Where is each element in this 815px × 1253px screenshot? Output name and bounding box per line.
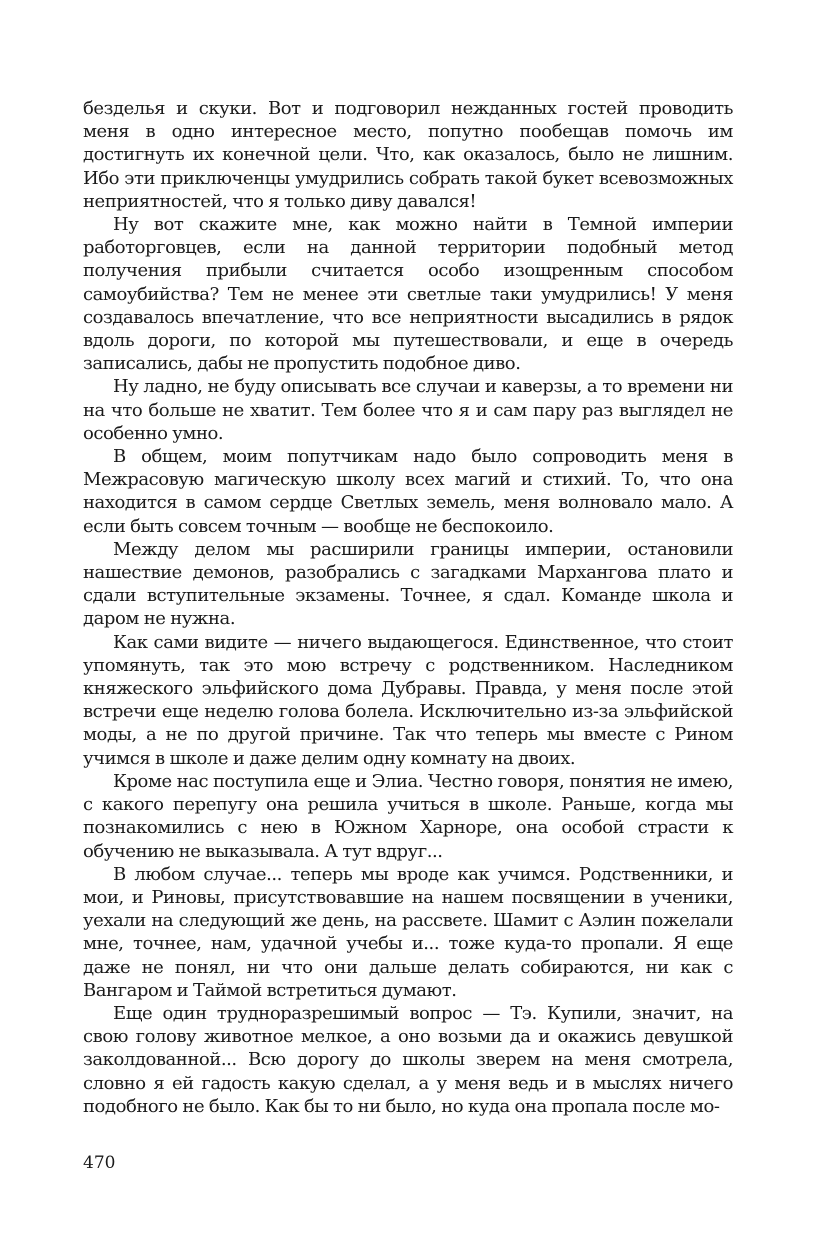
paragraph-6: Как сами видите — ничего выдающегося. Единственное, что стоит упомянуть, так это мою встречу с родственником. Наследником княжеского эльфийского дома Дубравы. Правда, у меня после этой встречи еще неделю голова болела. Исключительно из-за эльфийской моды, а не по другой причине. Так что теперь мы вместе с Рином учимся в школе и даже делим одну комнату на двоих.	[83, 631, 733, 769]
paragraph-1: безделья и скуки. Вот и подговорил нежданных гостей проводить меня в одно интересное место, попутно пообещав помочь им достигнуть их конечной цели. Что, как оказалось, было не лишним. Ибо эти приключенцы умудрились собрать такой букет всевозможных неприятностей, что я только диву давался!	[83, 98, 733, 212]
paragraph-5: Между делом мы расширили границы империи, остановили нашествие демонов, разобрались с загадками Мархангова плато и сдали вступительные экзамены. Точнее, я сдал. Команде школа и даром не нужна.	[83, 538, 733, 630]
paragraph-8: В любом случае... теперь мы вроде как учимся. Родственники, и мои, и Риновы, присутствовавшие на нашем посвящении в ученики, уехали на следующий же день, на рассвете. Шамит с Аэлин пожелали мне, точнее, нам, удачной учебы и... тоже куда-то пропали. Я еще даже не понял, ни что они дальше делать собираются, ни как с Вангаром и Таймой встретиться думают.	[83, 863, 733, 1001]
paragraph-4: В общем, моим попутчикам надо было сопроводить меня в Межрасовую магическую школу всех магий и стихий. То, что она находится в самом сердце Светлых земель, меня волновало мало. А если быть совсем точным — вообще не беспокоило.	[83, 446, 733, 537]
page-number: 470	[83, 1153, 116, 1173]
paragraph-9: Еще один трудноразрешимый вопрос — Тэ. Купили, значит, на свою голову животное мелкое, а оно возьми да и окажись девушкой заколдованной... Всю дорогу до школы зверем на меня смотрела, словно я ей гадость какую сделал, а у меня ведь и в мыслях ничего подобного не было. Как бы то ни было, но куда она пропала после мо-	[83, 1002, 733, 1117]
paragraph-7: Кроме нас поступила еще и Элиа. Честно говоря, понятия не имею, с какого перепугу она решила учиться в школе. Раньше, когда мы познакомились с нею в Южном Харноре, она особой страсти к обучению не выказывала. А тут вдруг...	[83, 770, 733, 862]
paragraph-2: Ну вот скажите мне, как можно найти в Темной империи работорговцев, если на данной территории подобный метод получения прибыли считается особо изощренным способом самоубийства? Тем не менее эти светлые таки умудрились! У меня создавалось впечатление, что все неприятности высадились в рядок вдоль дороги, по которой мы путешествовали, и еще в очередь записались, дабы не пропустить подобное диво.	[83, 214, 733, 375]
paragraph-3: Ну ладно, не буду описывать все случаи и каверзы, а то времени ни на что больше не хватит. Тем более что я и сам пару раз выглядел не особенно умно.	[83, 376, 733, 444]
body-text	[83, 97, 733, 1118]
